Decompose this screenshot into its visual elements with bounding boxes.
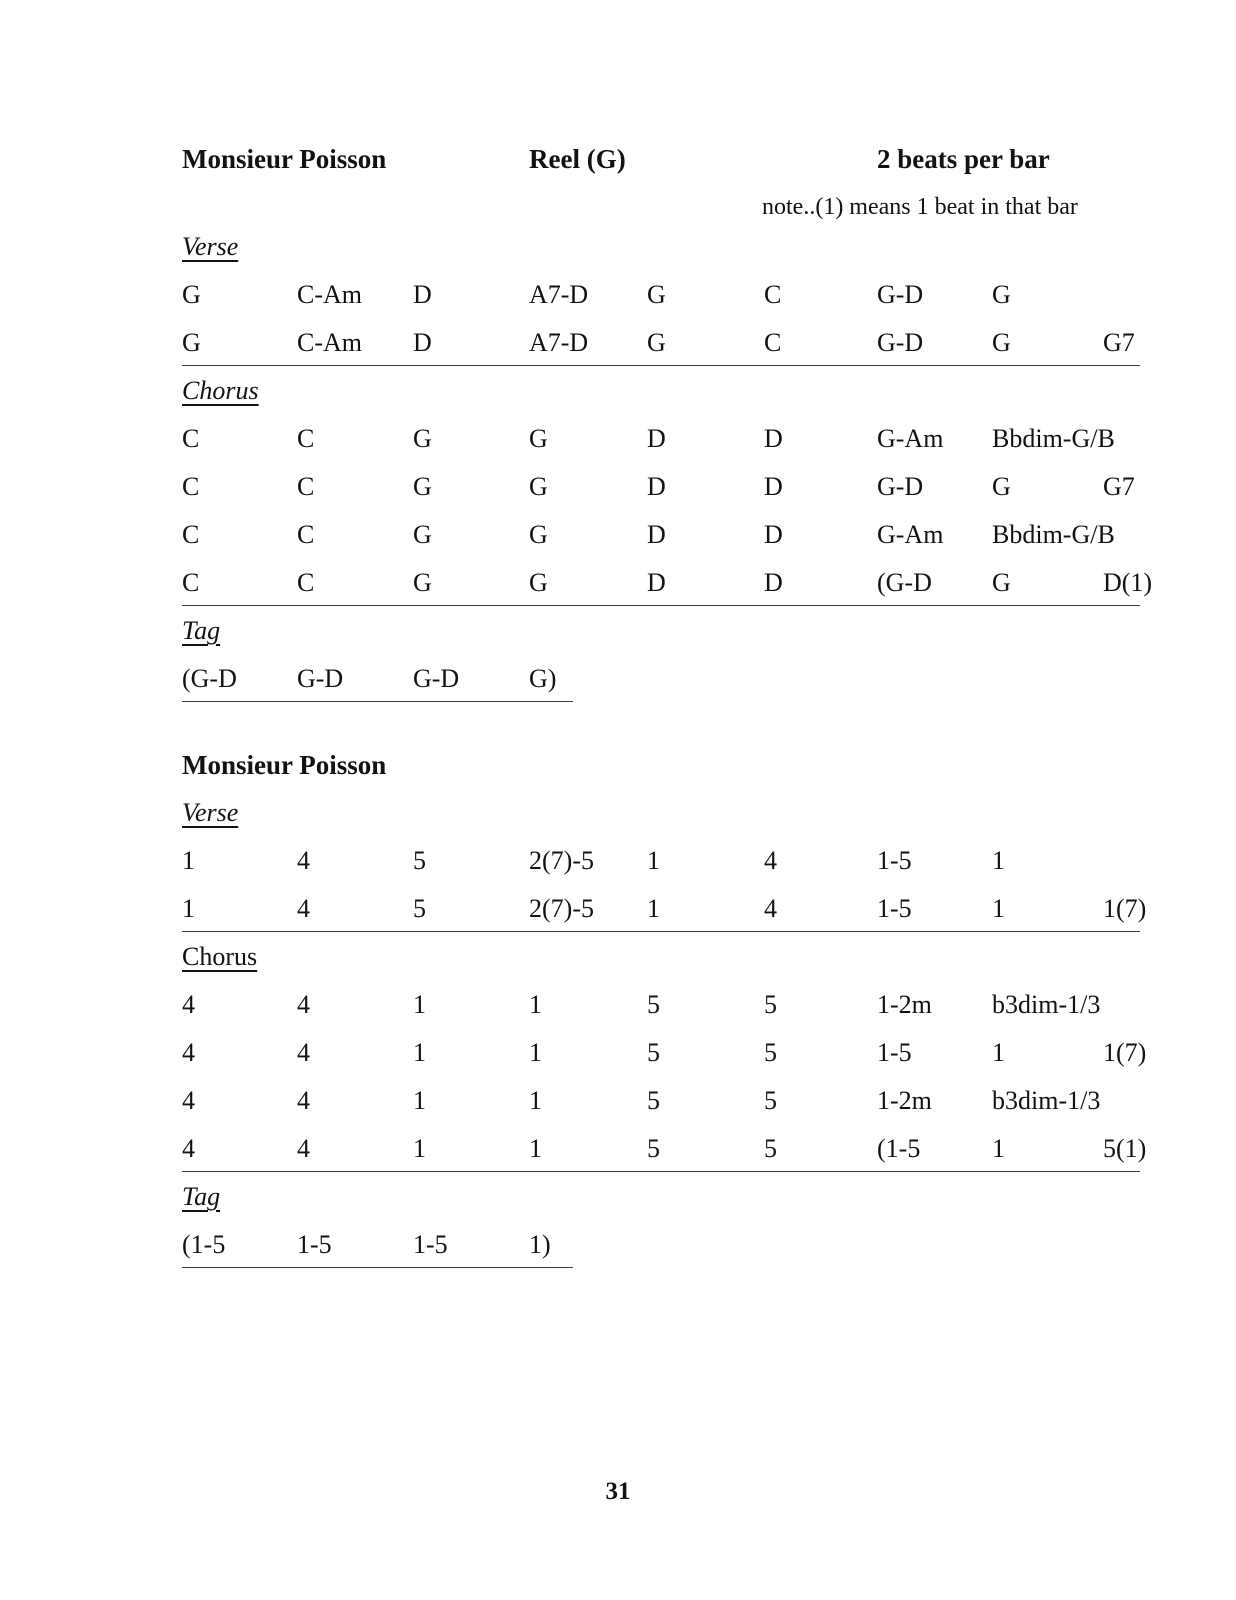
bar-cell: 4 <box>297 846 310 875</box>
bar-cell: 1 <box>647 894 660 923</box>
bar-cell: 1) <box>529 1230 551 1259</box>
bar-cell: D(1) <box>1103 568 1153 597</box>
bar-cell: G <box>529 472 548 501</box>
bar-cell: 1-5 <box>297 1230 332 1259</box>
bar-cell: 1 <box>992 1038 1005 1067</box>
bar-cell: (1-5 <box>182 1230 226 1259</box>
bar-cell: D <box>764 424 783 453</box>
bar-cell: G <box>182 280 201 309</box>
bar-cell: G <box>647 328 666 357</box>
header-line <box>0 144 1236 192</box>
bar-row <box>182 664 573 702</box>
bar-cell: 1 <box>647 846 660 875</box>
bar-cell: C <box>764 328 782 357</box>
bar-row <box>182 1230 573 1268</box>
bar-cell: A7-D <box>529 280 589 309</box>
bar-cell: G-D <box>877 280 924 309</box>
bar-cell: 1-2m <box>877 1086 932 1115</box>
bar-cell: 5 <box>647 1086 660 1115</box>
bar-cell: C <box>297 424 315 453</box>
bar-cell: 1 <box>529 1134 542 1163</box>
section-label: Chorus <box>182 376 259 405</box>
bar-cell: D <box>647 472 666 501</box>
bar-cell: 5 <box>647 1134 660 1163</box>
bar-cell: 4 <box>182 1134 195 1163</box>
bar-cell: 1 <box>413 1038 426 1067</box>
bar-cell: 4 <box>297 990 310 1019</box>
bar-cell: G <box>182 328 201 357</box>
bar-cell: 1(7) <box>1103 1038 1147 1067</box>
bar-cell: G <box>413 472 432 501</box>
bar-cell: Bbdim-G/B <box>992 424 1115 453</box>
bar-cell: G <box>529 520 548 549</box>
bar-cell: 4 <box>297 1086 310 1115</box>
bar-cell: C-Am <box>297 328 362 357</box>
bar-cell: 5 <box>413 846 426 875</box>
bar-cell: D <box>647 424 666 453</box>
bar-cell: 1 <box>182 894 195 923</box>
bar-cell: 1 <box>992 1134 1005 1163</box>
bar-cell: G <box>992 472 1011 501</box>
bar-cell: C <box>182 520 200 549</box>
bar-cell: D <box>764 520 783 549</box>
bar-row <box>182 894 1147 932</box>
beat-note: note..(1) means 1 beat in that bar <box>762 194 1078 220</box>
bar-cell: 5 <box>764 1134 777 1163</box>
bar-cell: D <box>764 568 783 597</box>
bar-cell: 1 <box>182 846 195 875</box>
bar-cell: C <box>182 472 200 501</box>
bar-cell: 4 <box>182 990 195 1019</box>
section-label: Tag <box>182 1182 221 1211</box>
bar-cell: 1 <box>529 990 542 1019</box>
bar-cell: 2(7)-5 <box>529 846 594 875</box>
bar-cell: G-D <box>413 664 460 693</box>
bar-cell: 1-5 <box>877 1038 912 1067</box>
bar-cell: 4 <box>764 894 777 923</box>
bar-cell: (G-D <box>877 568 932 597</box>
song-meter: 2 beats per bar <box>877 144 1050 174</box>
bar-row <box>182 328 1140 366</box>
bar-cell: 1 <box>413 1086 426 1115</box>
bar-cell: G <box>992 568 1011 597</box>
bar-cell: 4 <box>764 846 777 875</box>
bar-row <box>182 1134 1147 1172</box>
bar-cell: A7-D <box>529 328 589 357</box>
bar-cell: G-Am <box>877 520 944 549</box>
bar-cell: C <box>297 520 315 549</box>
bar-cell: G <box>992 328 1011 357</box>
bar-cell: b3dim-1/3 <box>992 1086 1101 1115</box>
bar-cell: 1 <box>529 1086 542 1115</box>
bar-cell: G-D <box>877 328 924 357</box>
bar-cell: C <box>764 280 782 309</box>
bar-cell: 5 <box>764 1038 777 1067</box>
bar-cell: 4 <box>297 1134 310 1163</box>
bar-cell: G <box>992 280 1011 309</box>
bar-cell: 4 <box>297 894 310 923</box>
bar-cell: 1-5 <box>877 846 912 875</box>
bar-cell: C <box>297 568 315 597</box>
bar-cell: 4 <box>182 1086 195 1115</box>
bar-cell: 1 <box>529 1038 542 1067</box>
bar-cell: Bbdim-G/B <box>992 520 1115 549</box>
bar-cell: b3dim-1/3 <box>992 990 1101 1019</box>
bar-cell: 4 <box>297 1038 310 1067</box>
section-label: Verse <box>182 232 239 261</box>
bar-cell: 5 <box>647 1038 660 1067</box>
bar-cell: C <box>182 424 200 453</box>
bar-cell: G-D <box>297 664 344 693</box>
bar-cell: 5(1) <box>1103 1134 1147 1163</box>
bar-cell: 5 <box>764 990 777 1019</box>
bar-cell: 5 <box>647 990 660 1019</box>
bar-cell: 1-2m <box>877 990 932 1019</box>
bar-cell: G7 <box>1103 472 1135 501</box>
bar-cell: C <box>182 568 200 597</box>
song-title: Monsieur Poisson <box>182 144 387 174</box>
bar-cell: 1(7) <box>1103 894 1147 923</box>
bar-cell: 1-5 <box>413 1230 448 1259</box>
page-number: 31 <box>605 1478 631 1505</box>
section-label: Chorus <box>182 942 258 971</box>
bar-cell: G7 <box>1103 328 1135 357</box>
bar-cell: G-D <box>877 472 924 501</box>
section-label: Verse <box>182 798 239 827</box>
bar-cell: 1 <box>413 1134 426 1163</box>
bar-cell: G <box>529 568 548 597</box>
song-type-key: Reel (G) <box>529 144 626 174</box>
bar-cell: C-Am <box>297 280 362 309</box>
bar-cell: G <box>529 424 548 453</box>
bar-cell: 1 <box>992 846 1005 875</box>
bar-cell: 4 <box>182 1038 195 1067</box>
bar-cell: G) <box>529 664 557 693</box>
bar-cell: D <box>764 472 783 501</box>
bar-cell: 1 <box>413 990 426 1019</box>
bar-cell: C <box>297 472 315 501</box>
bar-row <box>182 568 1153 606</box>
bar-cell: G <box>413 520 432 549</box>
section-label: Tag <box>182 616 221 645</box>
bar-cell: G <box>413 568 432 597</box>
bar-cell: 2(7)-5 <box>529 894 594 923</box>
bar-cell: D <box>413 280 432 309</box>
bar-cell: D <box>647 568 666 597</box>
bar-cell: G <box>647 280 666 309</box>
bar-cell: 5 <box>764 1086 777 1115</box>
bar-cell: G-Am <box>877 424 944 453</box>
bar-cell: (1-5 <box>877 1134 921 1163</box>
bar-cell: D <box>413 328 432 357</box>
bar-cell: (G-D <box>182 664 237 693</box>
bar-cell: 1-5 <box>877 894 912 923</box>
bar-cell: 1 <box>992 894 1005 923</box>
bar-cell: 5 <box>413 894 426 923</box>
bar-cell: D <box>647 520 666 549</box>
bar-cell: G <box>413 424 432 453</box>
part-title: Monsieur Poisson <box>182 750 387 780</box>
